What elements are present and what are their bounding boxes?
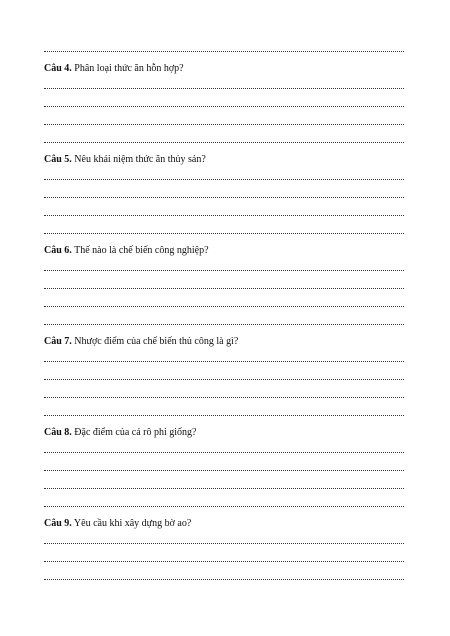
question-6 [44, 245, 209, 257]
question-8 [44, 427, 196, 439]
answer-line [44, 379, 404, 380]
answer-line [44, 397, 404, 398]
answer-line [44, 324, 404, 325]
answer-line [44, 415, 404, 416]
question-text: Nêu khái niệm thức ăn thủy sản? [71, 154, 206, 165]
question-7 [44, 336, 238, 348]
answer-line [44, 179, 404, 180]
answer-line [44, 288, 404, 289]
answer-line [44, 233, 404, 234]
answer-line [44, 361, 404, 362]
question-text: Đặc điểm của cá rô phi giống? [71, 427, 197, 438]
answer-line [44, 543, 404, 544]
question-text: Nhược điểm của chế biến thủ công là gì? [71, 336, 239, 347]
answer-line [44, 88, 404, 89]
answer-line [44, 579, 404, 580]
question-number: Câu 5. [44, 154, 72, 165]
answer-line [44, 488, 404, 489]
question-4 [44, 63, 184, 75]
question-text: Yêu cầu khi xây dựng bờ ao? [71, 518, 192, 529]
answer-line [44, 142, 404, 143]
answer-line [44, 124, 404, 125]
question-number: Câu 4. [44, 63, 72, 74]
question-number: Câu 8. [44, 427, 72, 438]
answer-line [44, 470, 404, 471]
answer-line [44, 215, 404, 216]
question-9 [44, 518, 191, 530]
answer-line [44, 270, 404, 271]
answer-line [44, 197, 404, 198]
answer-line [44, 106, 404, 107]
question-text: Thế nào là chế biến công nghiệp? [71, 245, 209, 256]
answer-line [44, 306, 404, 307]
question-number: Câu 7. [44, 336, 72, 347]
question-number: Câu 6. [44, 245, 72, 256]
answer-line [44, 561, 404, 562]
question-5 [44, 154, 206, 166]
answer-line [44, 452, 404, 453]
question-text: Phân loại thức ăn hỗn hợp? [71, 63, 184, 74]
answer-line [44, 51, 404, 52]
answer-line [44, 506, 404, 507]
question-number: Câu 9. [44, 518, 72, 529]
